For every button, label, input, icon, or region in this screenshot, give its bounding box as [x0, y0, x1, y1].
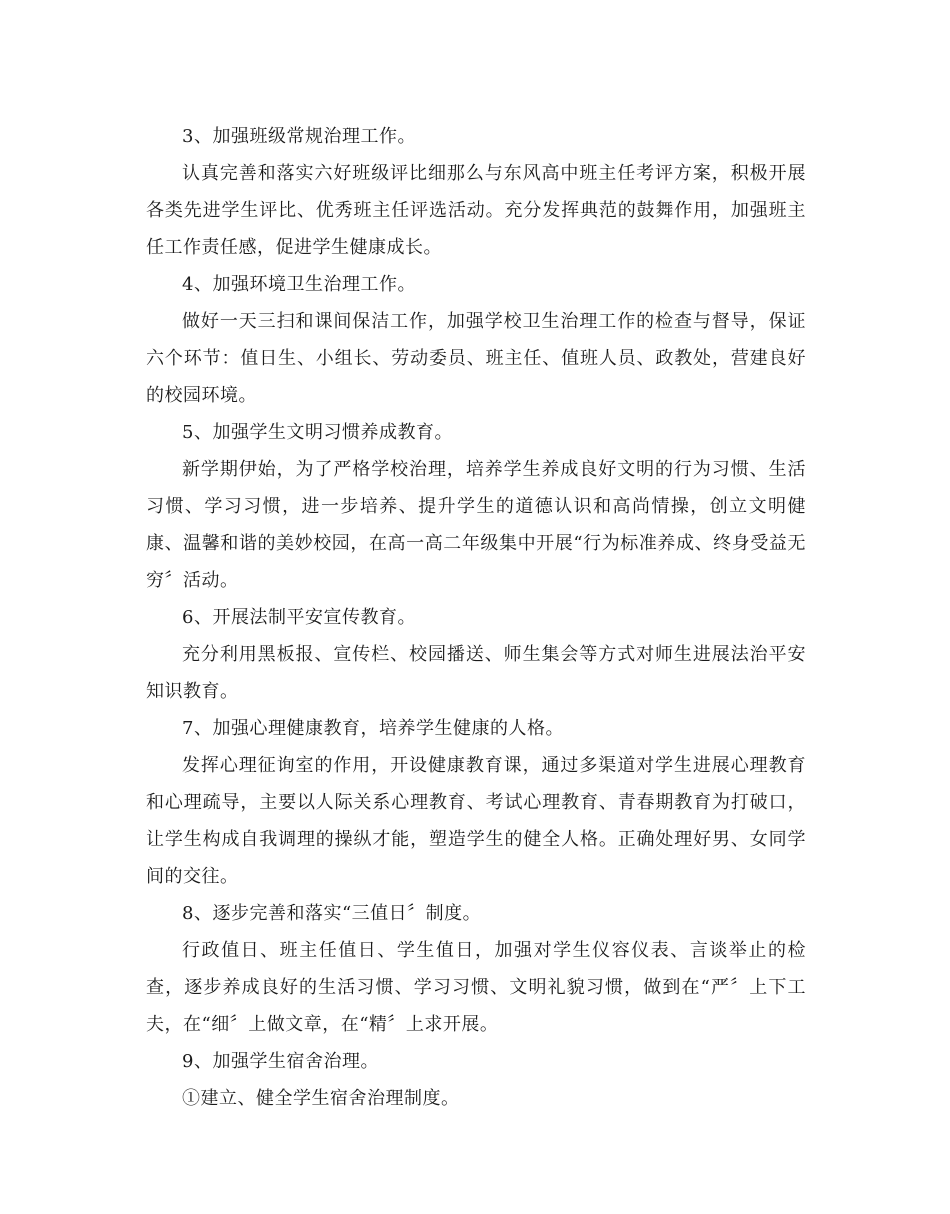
section-heading-3: 3、加强班级常规治理工作。 — [182, 126, 416, 147]
document-body — [146, 118, 806, 1117]
section-paragraph-7: 发挥心理征询室的作用，开设健康教育课，通过多渠道对学生进展心理教育和心理疏导，主要以人际关系心理教育、考试心理教育、青春期教育为打破口，让学生构成自我调理的操纵才能，塑造学生的健全人格。正确处理好男、女同学间的交往。 — [146, 755, 806, 887]
section-heading-4: 4、加强环境卫生治理工作。 — [182, 274, 416, 295]
section-paragraph-3: 认真完善和落实六好班级评比细那么与东风高中班主任考评方案，积极开展各类先进学生评比、优秀班主任评选活动。充分发挥典范的鼓舞作用，加强班主任工作责任感，促进学生健康成长。 — [146, 163, 806, 258]
section-paragraph-4: 做好一天三扫和课间保洁工作，加强学校卫生治理工作的检查与督导，保证六个环节：值日生、小组长、劳动委员、班主任、值班人员、政教处，营建良好的校园环境。 — [146, 311, 806, 406]
section-heading-8: 8、逐步完善和落实“三值日〞制度。 — [182, 903, 482, 924]
section-paragraph-5: 新学期伊始，为了严格学校治理，培养学生养成良好文明的行为习惯、生活习惯、学习习惯，进一步培养、提升学生的道德认识和高尚情操，创立文明健康、温馨和谐的美妙校园，在高一高二年级集中开展“行为标准养成、终身受益无穷〞活动。 — [146, 459, 806, 591]
section-heading-7: 7、加强心理健康教育，培养学生健康的人格。 — [182, 718, 564, 739]
section-heading-5: 5、加强学生文明习惯养成教育。 — [182, 422, 453, 443]
section-heading-6: 6、开展法制平安宣传教育。 — [182, 607, 416, 628]
subsection-heading-9-1: ①建立、健全学生宿舍治理制度。 — [182, 1088, 460, 1109]
section-paragraph-6: 充分利用黑板报、宣传栏、校园播送、师生集会等方式对师生进展法治平安知识教育。 — [146, 644, 806, 702]
section-heading-9: 9、加强学生宿舍治理。 — [182, 1051, 379, 1072]
section-paragraph-8: 行政值日、班主任值日、学生值日，加强对学生仪容仪表、言谈举止的检查，逐步养成良好的生活习惯、学习习惯、文明礼貌习惯，做到在“严〞上下工夫，在“细〞上做文章，在“精〞上求开展。 — [146, 940, 806, 1035]
